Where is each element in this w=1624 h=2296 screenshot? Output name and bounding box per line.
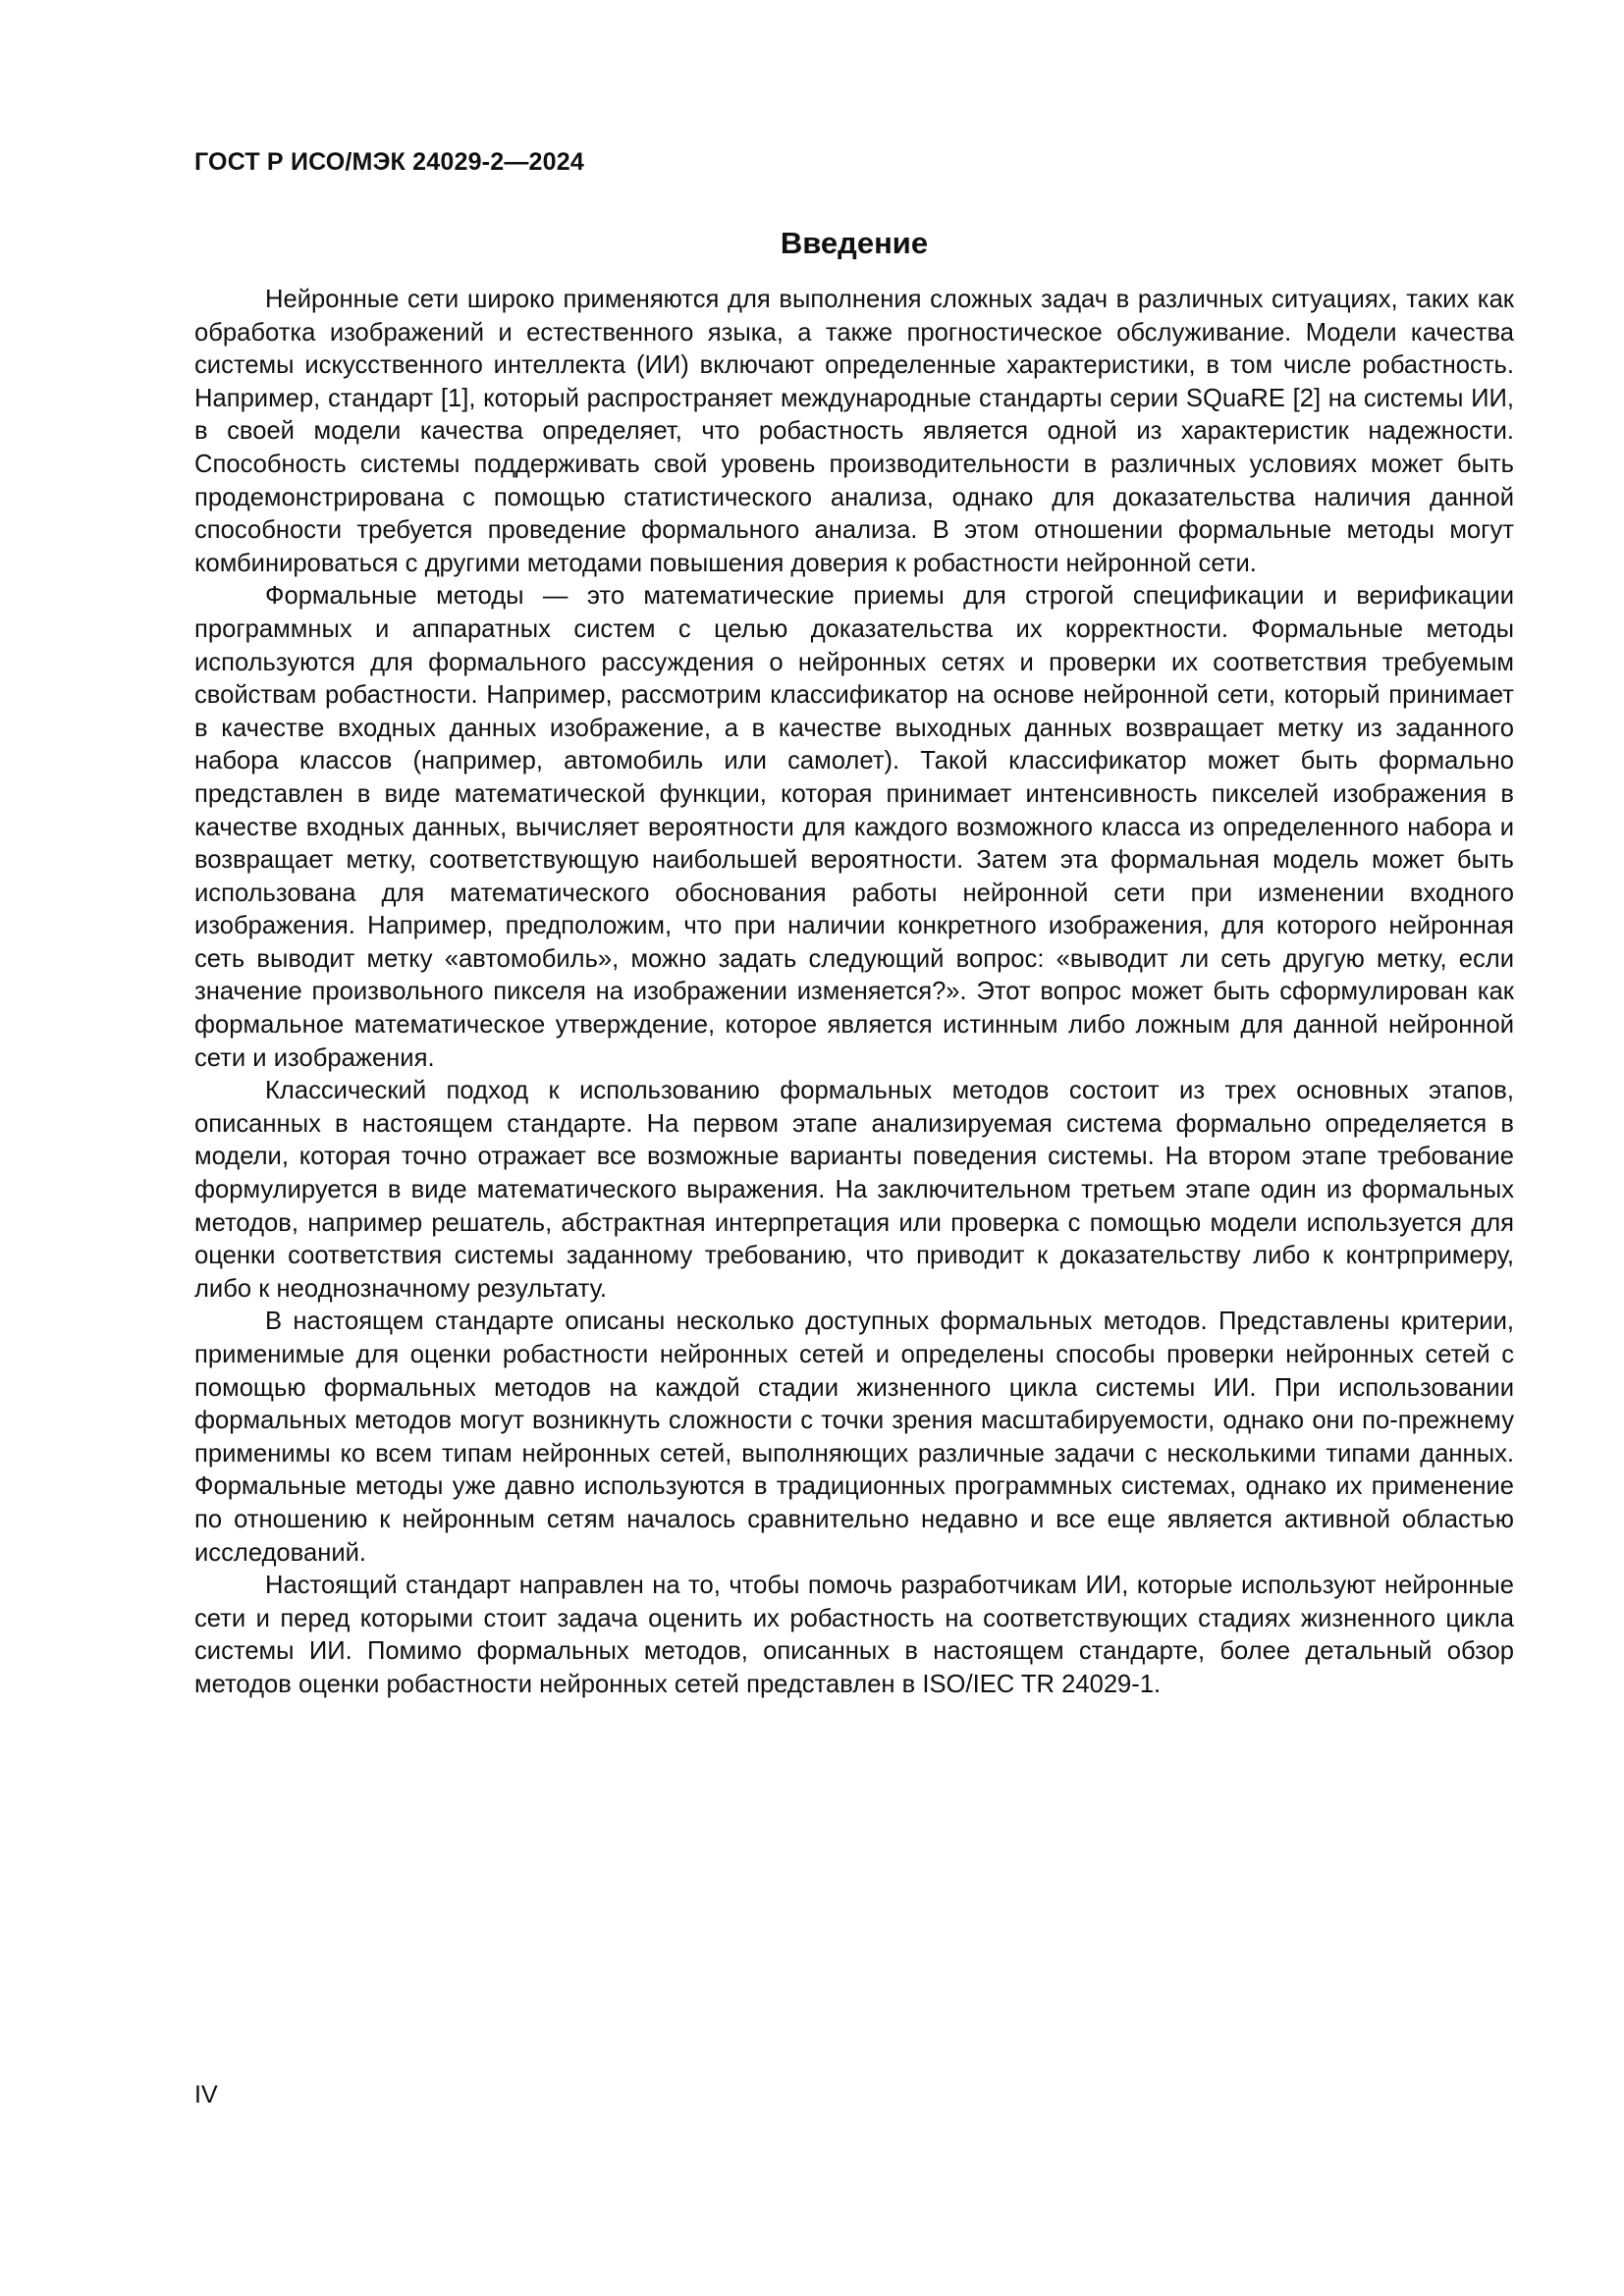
- section-title: Введение: [780, 226, 929, 260]
- body-text: [194, 284, 1514, 1702]
- paragraph: В настоящем стандарте описаны несколько доступных формальных методов. Представлены критерии, применимые для оценки робастности нейронных сетей и определены способы проверки нейронных сетей с помощью формальных методов на каждой стадии жизненного цикла системы ИИ. При использовании формальных методов могут возникнуть сложности с точки зрения масштабируемости, однако они по-прежнему применимы ко всем типам нейронных сетей, выполняющих различные задачи с несколькими типами данных. Формальные методы уже давно используются в традиционных программных системах, однако их применение по отношению к нейронным сетям началось сравнительно недавно и все еще является активной областью исследований.: [194, 1308, 1514, 1567]
- paragraph: Формальные методы — это математические приемы для строгой спецификации и верификации программных и аппаратных систем с целью доказательства их корректности. Формальные методы используются для формального рассуждения о нейронных сетях и проверки их соответствия требуемым свойствам робастности. Например, рассмотрим классификатор на основе нейронной сети, который принимает в качестве входных данных изображение, а в качестве выходных данных возвращает метку из заданного набора классов (например, автомобиль или самолет). Такой классификатор может быть формально представлен в виде математической функции, которая принимает интенсивность пикселей изображения в качестве входных данных, вычисляет вероятности для каждого возможного класса из определенного набора и возвращает метку, соответствующую наибольшей вероятности. Затем эта формальная модель может быть использована для математического обоснования работы нейронной сети при изменении входного изображения. Например, предположим, что при наличии конкретного изображения, для которого нейронная сеть выводит метку «автомобиль», можно задать следующий вопрос: «выводит ли сеть другую метку, если значение произвольного пикселя на изображении изменяется?». Этот вопрос может быть сформулирован как формальное математическое утверждение, которое является истинным либо ложным для данной нейронной сети и изображения.: [194, 582, 1514, 1072]
- paragraph: Классический подход к использованию формальных методов состоит из трех основных этапов, описанных в настоящем стандарте. На первом этапе анализируемая система формально определяется в модели, которая точно отражает все возможные варианты поведения системы. На втором этапе требование формулируется в виде математического выражения. На заключительном третьем этапе один из формальных методов, например решатель, абстрактная интерпретация или проверка с помощью модели используется для оценки соответствия системы заданному требованию, что приводит к доказательству либо к контрпримеру, либо к неоднозначному результату.: [194, 1077, 1514, 1303]
- paragraph: Нейронные сети широко применяются для выполнения сложных задач в различных ситуациях, таких как обработка изображений и естественного языка, а также прогностическое обслуживание. Модели качества системы искусственного интеллекта (ИИ) включают определенные характеристики, в том числе робастность. Например, стандарт [1], который распространяет международные стандарты серии SQuaRE [2] на системы ИИ, в своей модели качества определяет, что робастность является одной из характеристик надежности. Способность системы поддерживать свой уровень производительности в различных условиях может быть продемонстрирована с помощью статистического анализа, однако для доказательства наличия данной способности требуется проведение формального анализа. В этом отношении формальные методы могут комбинироваться с другими методами повышения доверия к робастности нейронной сети.: [194, 286, 1514, 577]
- document-code: ГОСТ Р ИСО/МЭК 24029-2—2024: [194, 148, 584, 176]
- paragraph: Настоящий стандарт направлен на то, чтобы помочь разработчикам ИИ, которые используют нейронные сети и перед которыми стоит задача оценить их робастность на соответствующих стадиях жизненного цикла системы ИИ. Помимо формальных методов, описанных в настоящем стандарте, более детальный обзор методов оценки робастности нейронных сетей представлен в ISO/IEC TR 24029-1.: [194, 1572, 1514, 1698]
- page-number: IV: [194, 2081, 218, 2109]
